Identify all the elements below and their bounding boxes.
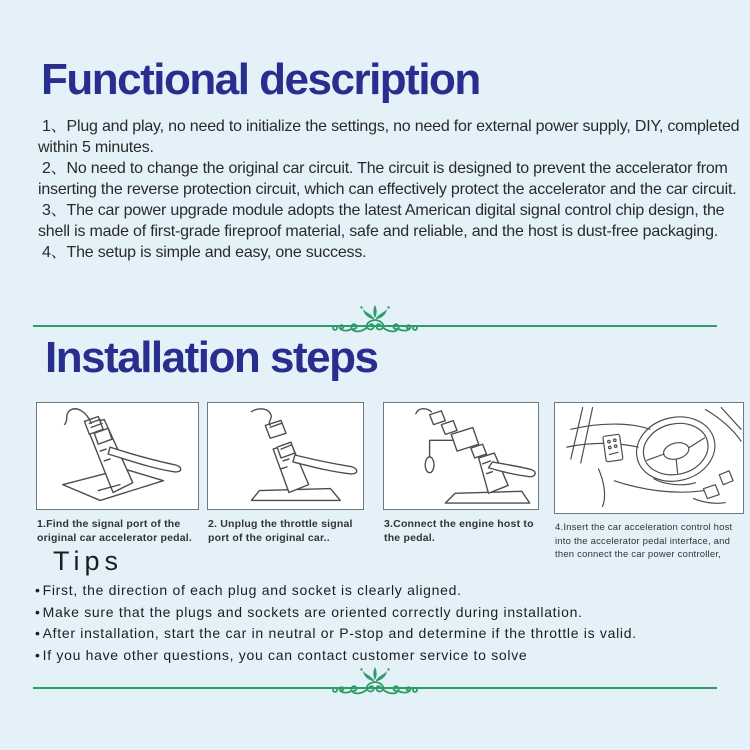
functional-description-title: Functional description — [41, 55, 480, 104]
functional-description-list — [38, 116, 740, 263]
step-3-caption: 3.Connect the engine host to the pedal. — [384, 518, 534, 544]
installation-step-4 — [554, 402, 744, 562]
installation-steps-title: Installation steps — [45, 333, 378, 382]
step-4-caption: 4.Insert the car acceleration control host into the accelerator pedal interface, and then connect the car power controller, — [555, 522, 733, 560]
tip-item-4 — [35, 645, 741, 667]
feature-item-3: 3、The car power upgrade module adopts the latest American digital signal control chip design, the shell is made of first-grade fireproof material, safe and reliable, and the host is dust-free packaging. — [38, 202, 725, 240]
bullet-icon: • — [35, 625, 41, 641]
step-3-panel — [383, 402, 539, 510]
ornamental-divider-bottom — [0, 664, 750, 700]
tip-text-2: Make sure that the plugs and sockets are oriented correctly during installation. — [42, 603, 583, 620]
tips-list — [35, 580, 741, 666]
feature-item-4: 4、The setup is simple and easy, one success. — [42, 244, 367, 261]
tips-title: Tips — [53, 546, 124, 576]
installation-step-2 — [207, 402, 364, 545]
installation-step-3 — [383, 402, 539, 545]
feature-item-1: 1、Plug and play, no need to initialize the settings, no need for external power supply, DIY, completed within 5 minutes. — [38, 118, 740, 156]
flourish-ornament-icon — [330, 666, 420, 700]
bullet-icon: • — [35, 582, 41, 598]
step-4-panel — [554, 402, 744, 514]
tip-item-2 — [35, 602, 741, 624]
car-dashboard-steering-wheel-illustration — [555, 403, 743, 513]
tip-item-1 — [35, 580, 741, 602]
step-1-caption: 1.Find the signal port of the original car accelerator pedal. — [37, 518, 193, 544]
pedal-with-unplugged-connector-illustration — [208, 403, 363, 509]
tip-item-3 — [35, 623, 741, 645]
pedal-with-engine-host-illustration — [384, 403, 538, 509]
bullet-icon: • — [35, 603, 41, 620]
step-2-panel — [207, 402, 364, 510]
accelerator-pedal-with-cable-illustration — [37, 403, 198, 509]
feature-item-2: 2、No need to change the original car circuit. The circuit is designed to prevent the accelerator from inserting the reverse protection circuit, which can effectively protect the accelerator and the car circuit. — [38, 160, 737, 198]
step-2-caption: 2. Unplug the throttle signal port of the original car.. — [208, 518, 353, 544]
installation-steps-row — [36, 402, 743, 562]
installation-step-1 — [36, 402, 199, 545]
bullet-icon: • — [35, 646, 41, 663]
tip-text-4: If you have other questions, you can contact customer service to solve — [42, 646, 528, 663]
tip-text-1: First, the direction of each plug and socket is clearly aligned. — [42, 582, 462, 598]
tip-text-3: After installation, start the car in neutral or P-stop and determine if the throttle is valid. — [42, 625, 637, 641]
step-1-panel — [36, 402, 199, 510]
